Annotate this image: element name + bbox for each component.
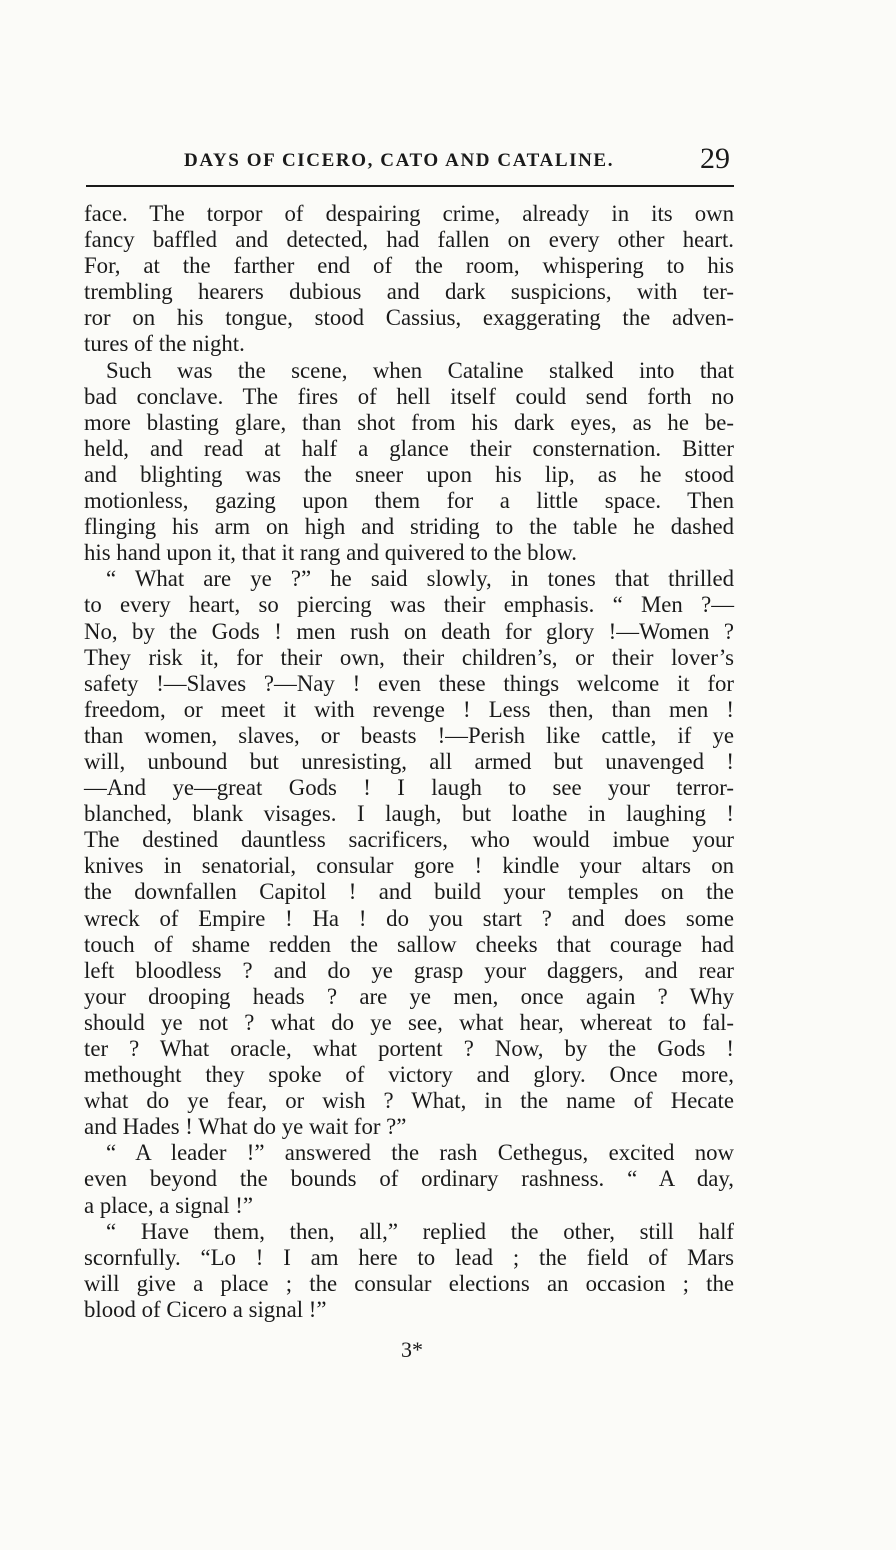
text-line: motionless, gazing upon them for a little space. Then (84, 488, 734, 514)
text-line: The destined dauntless sacrificers, who would imbue your (84, 827, 734, 853)
text-line: your drooping heads ? are ye men, once again ? Why (84, 983, 734, 1009)
text-line: even beyond the bounds of ordinary rashness. “ A day, (84, 1166, 734, 1192)
text-line: For, at the farther end of the room, whispering to his (84, 253, 734, 279)
text-line: and blighting was the sneer upon his lip, as he stood (84, 461, 734, 487)
text-line: They risk it, for their own, their children’s, or their lover’s (84, 644, 734, 670)
text-line: will give a place ; the consular elections an occasion ; the (84, 1270, 734, 1296)
text-line: —And ye—great Gods ! I laugh to see your terror- (84, 775, 734, 801)
body-text (84, 201, 734, 1323)
signature-mark: 3* (401, 1337, 423, 1362)
text-line: Such was the scene, when Cataline stalked into that (106, 357, 734, 383)
text-line: safety !—Slaves ?—Nay ! even these things welcome it for (84, 670, 734, 696)
text-line: trembling hearers dubious and dark suspicions, with ter- (84, 279, 734, 305)
text-line: flinging his arm on high and striding to the table he dashed (84, 514, 734, 540)
text-line: his hand upon it, that it rang and quivered to the blow. (84, 540, 577, 566)
text-line: freedom, or meet it with revenge ! Less then, than men ! (84, 696, 734, 722)
running-title: DAYS OF CICERO, CATO AND CATALINE. (184, 150, 615, 171)
text-line: tures of the night. (84, 331, 245, 357)
text-line: to every heart, so piercing was their emphasis. “ Men ?— (84, 592, 734, 618)
text-line: blood of Cicero a signal !” (84, 1296, 327, 1322)
text-line: blanched, blank visages. I laugh, but loathe in laughing ! (84, 801, 734, 827)
header-rule (86, 185, 734, 187)
text-line: methought they spoke of victory and glory. Once more, (84, 1062, 734, 1088)
text-line: wreck of Empire ! Ha ! do you start ? and does some (84, 905, 734, 931)
text-line: knives in senatorial, consular gore ! kindle your altars on (84, 853, 734, 879)
text-line: “ Have them, then, all,” replied the other, still half (106, 1218, 734, 1244)
text-line: should ye not ? what do ye see, what hear, whereat to fal- (84, 1009, 734, 1035)
text-line: face. The torpor of despairing crime, already in its own (84, 201, 734, 226)
text-line: will, unbound but unresisting, all armed but unavenged ! (84, 748, 734, 774)
text-line: what do ye fear, or wish ? What, in the name of Hecate (84, 1088, 734, 1114)
text-line: scornfully. “Lo ! I am here to lead ; the field of Mars (84, 1244, 734, 1270)
text-line: No, by the Gods ! men rush on death for glory !—Women ? (84, 618, 734, 644)
text-line: a place, a signal !” (84, 1192, 253, 1218)
text-line: “ What are ye ?” he said slowly, in tones that thrilled (106, 566, 734, 592)
text-line: fancy baffled and detected, had fallen on every other heart. (84, 227, 734, 253)
text-line: ter ? What oracle, what portent ? Now, by the Gods ! (84, 1036, 734, 1061)
text-line: ror on his tongue, stood Cassius, exaggerating the adven- (84, 305, 734, 331)
text-line: left bloodless ? and do ye grasp your daggers, and rear (84, 957, 734, 983)
text-line: more blasting glare, than shot from his dark eyes, as he be- (84, 409, 734, 435)
text-line: bad conclave. The fires of hell itself could send forth no (84, 383, 734, 409)
text-line: touch of shame redden the sallow cheeks that courage had (84, 931, 734, 957)
text-line: and Hades ! What do ye wait for ?” (84, 1114, 407, 1140)
text-line: than women, slaves, or beasts !—Perish like cattle, if ye (84, 722, 734, 748)
text-line: “ A leader !” answered the rash Cethegus, excited now (106, 1140, 734, 1166)
page-number: 29 (700, 142, 730, 175)
text-line: held, and read at half a glance their consternation. Bitter (84, 435, 734, 461)
text-line: the downfallen Capitol ! and build your temples on the (84, 879, 734, 905)
